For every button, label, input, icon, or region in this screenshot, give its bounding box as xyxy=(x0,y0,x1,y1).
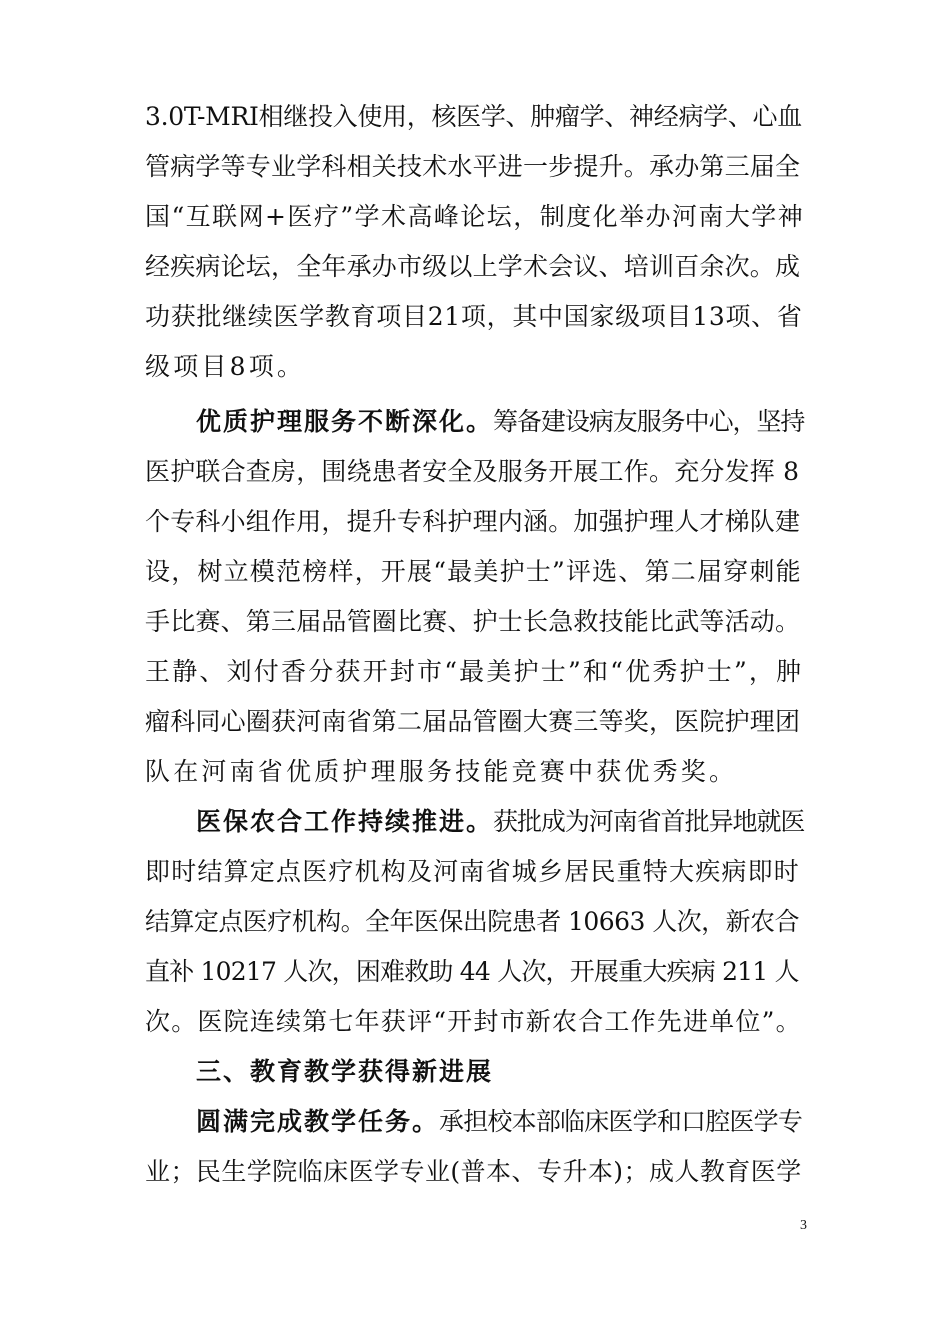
text-line: 级项目8项。 xyxy=(145,352,306,381)
paragraph-first-line xyxy=(196,1102,802,1142)
paragraph-lead: 圆满完成教学任务。 xyxy=(196,1107,440,1136)
text-line: 医护联合查房，围绕患者安全及服务开展工作。充分发挥 8 xyxy=(145,457,800,486)
text-line: 经疾病论坛，全年承办市级以上学术会议、培训百余次。成 xyxy=(145,252,801,281)
paragraph-first-line xyxy=(196,802,804,842)
paragraph-lead: 优质护理服务不断深化。 xyxy=(196,407,494,436)
text-line: 王静、刘付香分获开封市“最美护士”和“优秀护士”，肿 xyxy=(145,657,804,686)
text-line: 功获批继续医学教育项目21项，其中国家级项目13项、省 xyxy=(145,302,803,331)
paragraph-first-line xyxy=(196,402,804,442)
text-line: 个专科小组作用，提升专科护理内涵。加强护理人才梯队建 xyxy=(145,507,801,536)
text-line: 次。医院连续第七年获评“开封市新农合工作先进单位”。 xyxy=(145,1007,802,1036)
text-line: 结算定点医疗机构。全年医保出院患者 10663 人次，新农合 xyxy=(145,907,799,936)
text-span: 筹备建设病友服务中心，坚持 xyxy=(493,407,805,436)
text-line: 业；民生学院临床医学专业(普本、专升本)；成人教育医学 xyxy=(145,1157,802,1186)
page-number: 3 xyxy=(800,1218,807,1233)
text-line: 手比赛、第三届品管圈比赛、护士长急救技能比武等活动。 xyxy=(145,607,801,636)
text-line: 设，树立模范榜样，开展“最美护士”评选、第二届穿刺能 xyxy=(145,557,802,586)
section-heading: 三、教育教学获得新进展 xyxy=(196,1057,494,1086)
text-line: 直补 10217 人次，困难救助 44 人次，开展重大疾病 211 人 xyxy=(145,957,799,986)
paragraph-lead: 医保农合工作持续推进。 xyxy=(196,807,494,836)
text-line: 队在河南省优质护理服务技能竞赛中获优秀奖。 xyxy=(145,757,738,786)
text-span: 承担校本部临床医学和口腔医学专 xyxy=(439,1107,803,1136)
text-line: 即时结算定点医疗机构及河南省城乡居民重特大疾病即时 xyxy=(145,857,801,886)
text-line: 3.0T-MRI相继投入使用，核医学、肿瘤学、神经病学、心血 xyxy=(145,102,802,131)
text-line: 瘤科同心圈获河南省第二届品管圈大赛三等奖，医院护理团 xyxy=(145,707,801,736)
text-line: 管病学等专业学科相关技术水平进一步提升。承办第三届全 xyxy=(145,152,801,181)
text-line: 国“互联网+医疗”学术高峰论坛，制度化举办河南大学神 xyxy=(145,202,805,231)
text-span: 获批成为河南省首批异地就医 xyxy=(493,807,805,836)
